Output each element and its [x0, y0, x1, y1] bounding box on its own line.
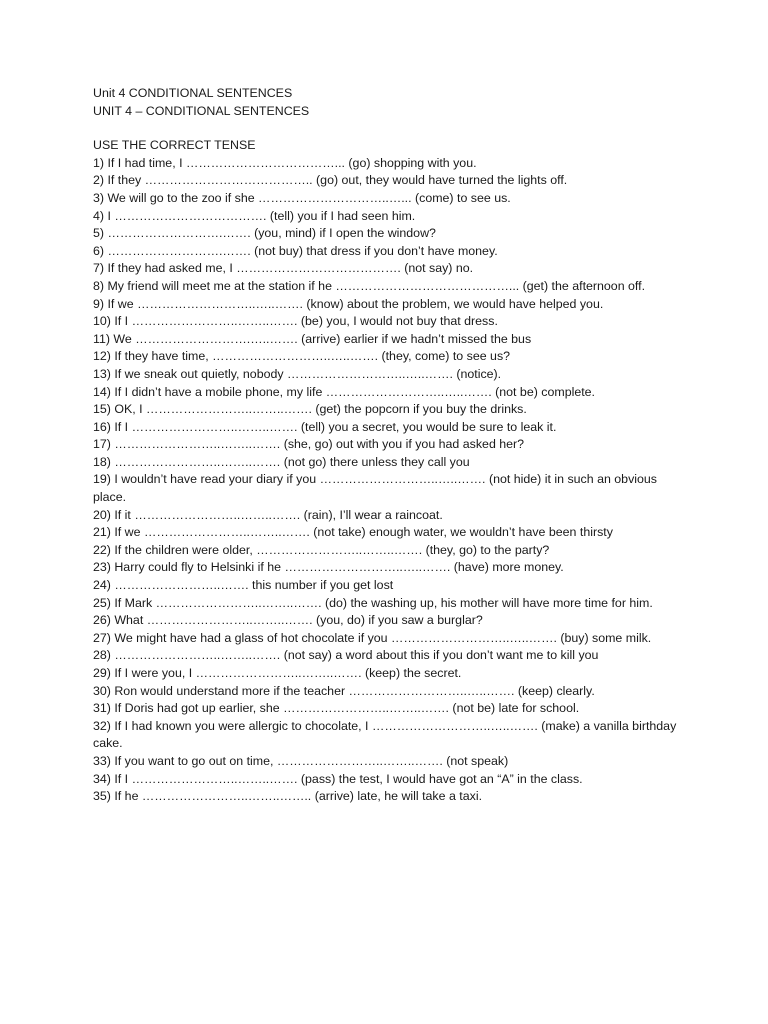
exercise-item-35: 35) If he ……………………..……..…….. (arrive) late, he will take a taxi.	[93, 789, 483, 804]
section-heading: USE THE CORRECT TENSE	[93, 138, 256, 153]
exercise-item-2: 2) If they ………………………………….. (go) out, they would have turned the lights off.	[93, 173, 568, 188]
exercise-item-24: 24) ……………………..……. this number if you get lost	[93, 578, 394, 593]
unit-subtitle: UNIT 4 – CONDITIONAL SENTENCES	[93, 103, 310, 118]
exercise-item-23: 23) Harry could fly to Helsinki if he ………………………..…..……. (have) more money.	[93, 560, 564, 575]
exercise-item-12: 12) If they have time, ………………………..…..……. (they, come) to see us?	[93, 349, 511, 364]
exercise-item-29: 29) If I were you, I ……………………..……..……. (keep) the secret.	[93, 666, 462, 680]
exercise-item-27: 27) We might have had a glass of hot chocolate if you ………………………..…..……. (buy) some milk.	[93, 630, 652, 645]
exercise-item-8: 8) My friend will meet me at the station if he ……………………………………... (get) the afternoon off.	[93, 278, 646, 293]
exercise-item-10: 10) If I ……………………..……..……. (be) you, I would not buy that dress.	[93, 314, 498, 329]
exercise-item-25: 25) If Mark ……………………..……..……. (do) the washing up, his mother will have more time for him.	[93, 595, 653, 610]
exercise-item-32: 32) If I had known you were allergic to chocolate, I ………………………..…..……. (make) a vanilla birthday cake.	[93, 718, 677, 751]
exercise-item-31: 31) If Doris had got up earlier, she ……………………..……..……. (not be) late for school.	[93, 701, 580, 716]
exercise-list	[93, 155, 681, 806]
exercise-item-26: 26) What ……………………..……..……. (you, do) if you saw a burglar?	[93, 613, 483, 628]
exercise-item-6: 6) ……………………….……. (not buy) that dress if you don’t have money.	[93, 243, 498, 258]
exercise-item-30: 30) Ron would understand more if the teacher ………………………..…..……. (keep) clearly.	[93, 683, 595, 698]
exercise-item-14: 14) If I didn’t have a mobile phone, my life ………………………..…..……. (not be) complete.	[93, 384, 596, 399]
exercise-item-21: 21) If we ……………………..……..……. (not take) enough water, we wouldn’t have been thirsty	[93, 525, 613, 540]
exercise-item-1: 1) If I had time, I ………………………………... (go) shopping with you.	[93, 155, 477, 170]
exercise-item-33: 33) If you want to go out on time, ……………………..……..……. (not speak)	[93, 753, 509, 768]
exercise-item-15: 15) OK, I ……………………..……..……. (get) the popcorn if you buy the drinks.	[93, 402, 527, 417]
exercise-item-18: 18) ……………………..……..……. (not go) there unless they call you	[93, 454, 470, 469]
exercise-item-11: 11) We ……………………….…..……. (arrive) earlier if we hadn’t missed the bus	[93, 331, 532, 346]
worksheet-content	[93, 85, 681, 806]
exercise-item-17: 17) ……………………..……..……. (she, go) out with you if you had asked her?	[93, 437, 525, 452]
exercise-item-5: 5) ……………………….……. (you, mind) if I open the window?	[93, 226, 436, 241]
exercise-item-22: 22) If the children were older, ……………………..……..……. (they, go) to the party?	[93, 542, 550, 557]
exercise-item-20: 20) If it ……………………..……..……. (rain), I’ll wear a raincoat.	[93, 507, 443, 522]
exercise-item-4: 4) I ………………………………. (tell) you if I had seen him.	[93, 208, 416, 223]
exercise-item-7: 7) If they had asked me, I …………………………………. (not say) no.	[93, 261, 474, 276]
unit-title: Unit 4 CONDITIONAL SENTENCES	[93, 86, 293, 100]
exercise-item-3: 3) We will go to the zoo if she …………………………..…... (come) to see us.	[93, 190, 511, 205]
exercise-item-16: 16) If I ……………………..……..……. (tell) you a secret, you would be sure to leak it.	[93, 419, 557, 434]
exercise-item-9: 9) If we ………………………..…..……. (know) about the problem, we would have helped you.	[93, 296, 604, 311]
exercise-item-13: 13) If we sneak out quietly, nobody ………………………..…..……. (notice).	[93, 366, 502, 381]
exercise-item-28: 28) ……………………..……..……. (not say) a word about this if you don’t want me to kill you	[93, 648, 599, 663]
exercise-item-19: 19) I wouldn’t have read your diary if you ………………………..…..……. (not hide) it in such an obvious place.	[93, 472, 657, 505]
exercise-item-34: 34) If I ……………………..……..……. (pass) the test, I would have got an “A” in the class.	[93, 771, 583, 786]
